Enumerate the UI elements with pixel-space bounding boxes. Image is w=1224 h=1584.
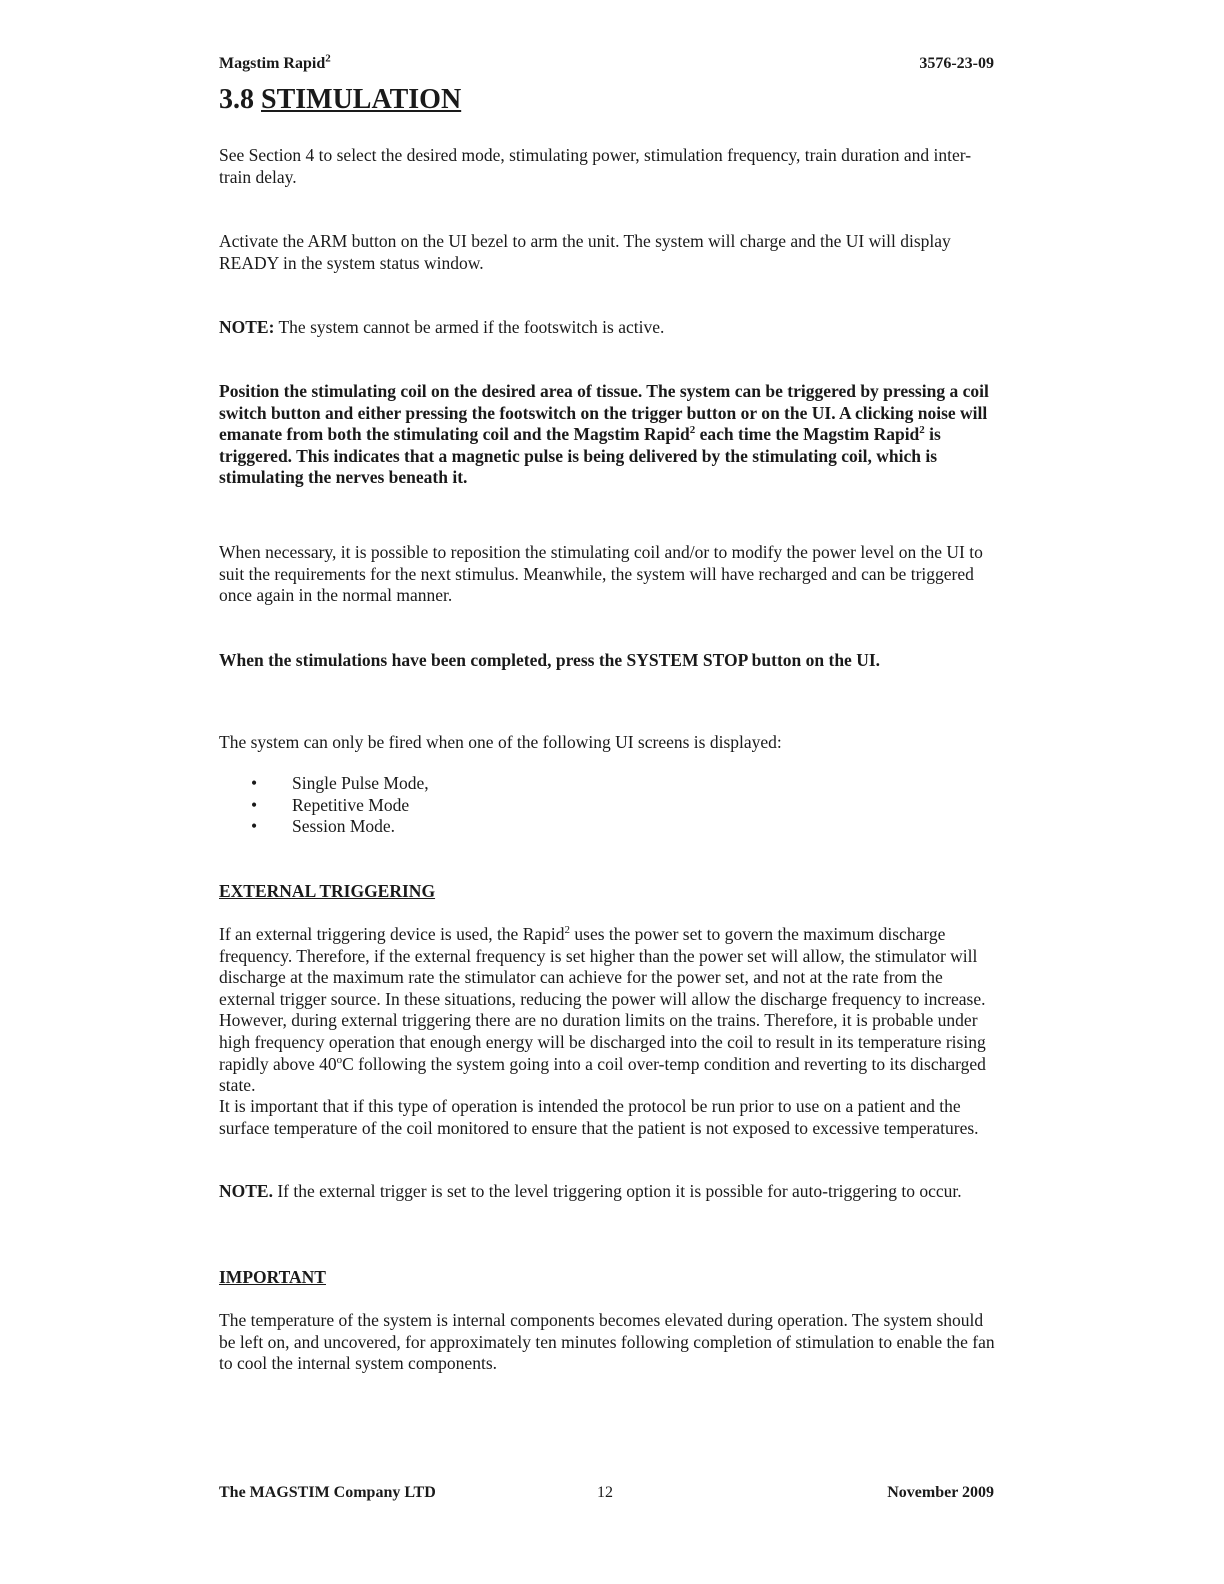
footer-page-number: 12 [597, 1484, 613, 1501]
paragraph-intro: See Section 4 to select the desired mode, stimulating power, stimulation frequency, train duration and inter-train delay. [219, 145, 972, 187]
header-product: Magstim Rapid$^2$ [219, 52, 331, 72]
section-title-text: STIMULATION [261, 84, 462, 115]
paragraph-position-coil: Position the stimulating coil on the desired area of tissue. The system can be triggered by pressing a coil switch button and either pressing the footswitch on the trigger button or on the UI. A clicking noise will emanate from both the stimulating coil and the Magstim Rapid$^2$ each time the Magstim Rapid$^2$ is triggered. This indicates that a magnetic pulse is being delivered by the stimulating coil, which is stimulating the nerves beneath it. [219, 381, 989, 488]
footer-date: November 2009 [887, 1484, 994, 1501]
note-text: The system cannot be armed if the footswitch is active. [274, 317, 665, 337]
list-item: • Single Pulse Mode, [219, 773, 429, 795]
list-item: • Session Mode. [219, 816, 429, 838]
footer-company: The MAGSTIM Company LTD [219, 1484, 436, 1501]
paragraph-important: The temperature of the system is internal components becomes elevated during operation. The system should be left on, and uncovered, for approximately ten minutes following completion of stimulation to enable the fan to cool the internal system components. [219, 1310, 995, 1374]
heading-external-triggering: EXTERNAL TRIGGERING [219, 881, 436, 901]
section-title [219, 84, 461, 116]
heading-important: IMPORTANT [219, 1267, 326, 1287]
note-auto-triggering [219, 1181, 997, 1203]
section-number: 3.8 [219, 84, 254, 115]
header-doc-number: 3576-23-09 [919, 55, 994, 72]
paragraph-arm: Activate the ARM button on the UI bezel to arm the unit. The system will charge and the UI will display READY in the system status window. [219, 231, 951, 273]
note-label: NOTE: [219, 317, 275, 337]
paragraph-protocol-warning: It is important that if this type of operation is intended the protocol be run prior to use on a patient and the surface temperature of the coil monitored to ensure that the patient is not exposed to excessive temperatures. [219, 1096, 979, 1138]
paragraph-ui-screens: The system can only be fired when one of the following UI screens is displayed: [219, 732, 782, 752]
ui-screens-list [219, 773, 429, 838]
note-footswitch [219, 317, 997, 339]
note-label: NOTE. [219, 1181, 273, 1201]
paragraph-system-stop: When the stimulations have been completed, press the SYSTEM STOP button on the UI. [219, 650, 881, 670]
note-text: If the external trigger is set to the level triggering option it is possible for auto-triggering to occur. [272, 1181, 962, 1201]
paragraph-external-triggering: If an external triggering device is used, the Rapid$^2$ uses the power set to govern the maximum discharge frequency. Therefore, if the external frequency is set higher than the power set will allow, the stimulator will discharge at the maximum rate the stimulator can achieve for the power set, and not at the rate from the external trigger source. In these situations, reducing the power will allow the discharge frequency to increase. However, during external triggering there are no duration limits on the trains. Therefore, it is probable under high frequency operation that enough energy will be discharged into the coil to result in its temperature rising rapidly above 40$^o$C following the system going into a coil over-temp condition and reverting to its discharged state. [219, 924, 986, 1096]
list-item: • Repetitive Mode [219, 795, 429, 817]
paragraph-reposition: When necessary, it is possible to reposition the stimulating coil and/or to modify the power level on the UI to suit the requirements for the next stimulus. Meanwhile, the system will have recharged and can be triggered once again in the normal manner. [219, 542, 983, 606]
